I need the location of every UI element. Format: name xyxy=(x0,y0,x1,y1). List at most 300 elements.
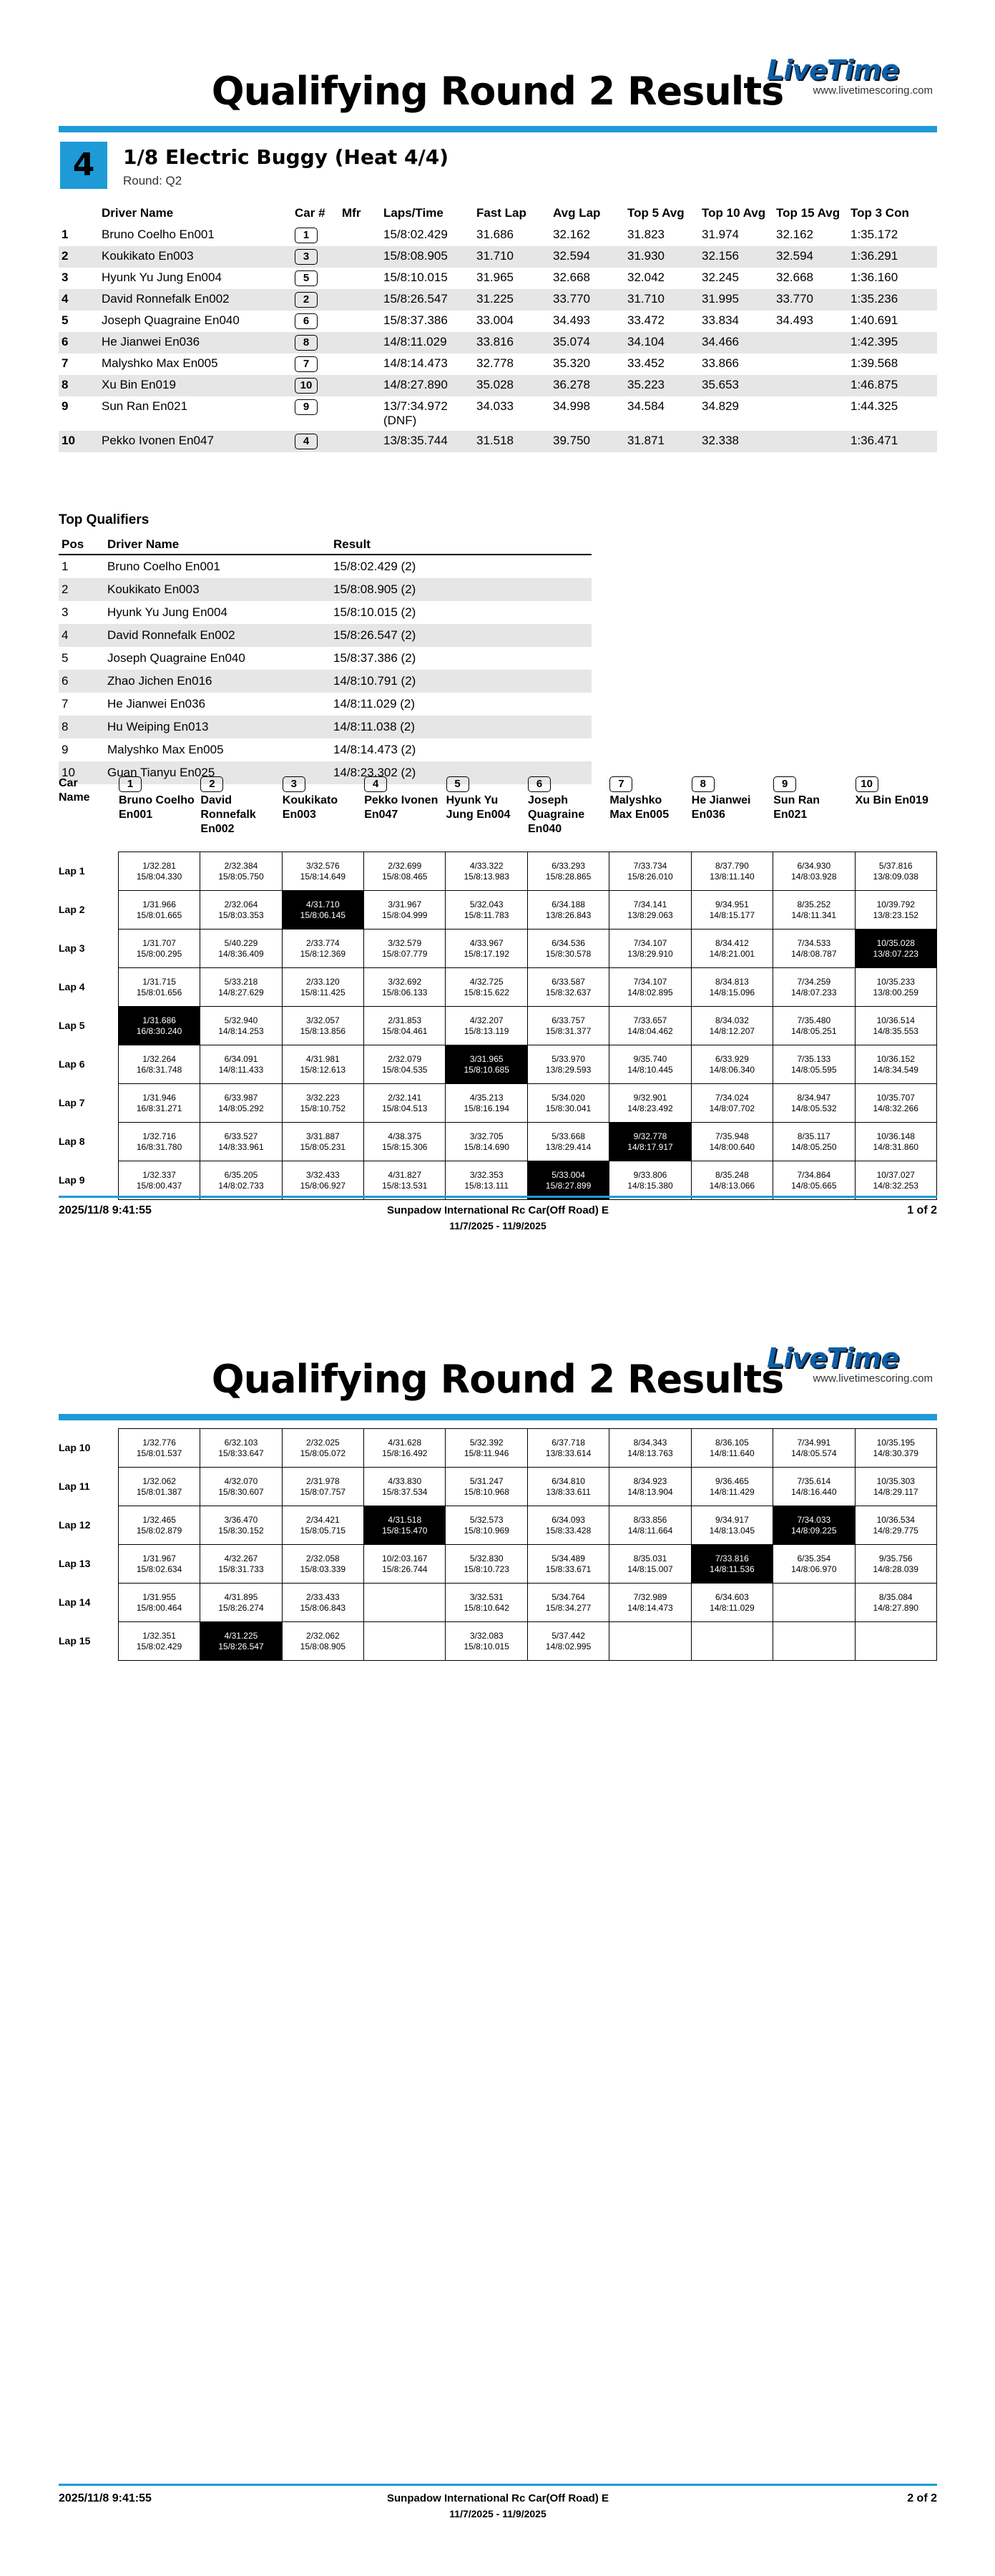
car-number-badge: 10 xyxy=(856,776,878,792)
lap-position-time: 10/2:03.167 xyxy=(382,1553,428,1563)
lap-projected-total: 15/8:03.353 xyxy=(218,909,264,920)
result-pos-cell xyxy=(59,311,102,332)
lap-cell xyxy=(691,1622,773,1661)
result-laps-time-cell xyxy=(383,289,476,311)
car-number-badge: 9 xyxy=(295,399,318,415)
lap-projected-total: 14/8:16.440 xyxy=(791,1486,837,1497)
result-top10: 32.156 xyxy=(702,249,739,263)
lap-position-time: 5/33.668 xyxy=(552,1131,585,1141)
lap-projected-total: 14/8:06.970 xyxy=(791,1563,837,1574)
lap-cell xyxy=(527,1545,609,1584)
result-row xyxy=(59,353,937,375)
result-top5: 31.871 xyxy=(627,434,665,447)
result-top3con-cell xyxy=(851,225,937,246)
result-pos: 1 xyxy=(62,228,69,241)
lap-label: Lap 11 xyxy=(59,1480,90,1492)
lap-position-time: 5/32.830 xyxy=(469,1553,504,1563)
lap-cell xyxy=(282,1084,363,1123)
result-top15: 32.594 xyxy=(776,249,813,263)
lap-projected-total: 15/8:05.231 xyxy=(300,1141,346,1152)
lap-row xyxy=(59,1123,937,1161)
lap-cell xyxy=(282,852,363,891)
lap-projected-total: 15/8:27.899 xyxy=(545,1180,592,1191)
lap-projected-total: 15/8:05.072 xyxy=(300,1448,346,1458)
lap-cell xyxy=(527,1429,609,1468)
lap-projected-total: 15/8:15.306 xyxy=(382,1141,428,1152)
lap-projected-total: 14/8:13.066 xyxy=(709,1180,755,1191)
lap-position-time: 2/32.058 xyxy=(306,1553,340,1563)
tq-row xyxy=(59,647,592,670)
result-driver-cell xyxy=(102,311,295,332)
result-fast-lap: 34.033 xyxy=(476,399,514,413)
car-badge-wrap xyxy=(446,776,524,794)
tq-driver: Hu Weiping En013 xyxy=(104,716,330,738)
tq-pos: 7 xyxy=(62,697,69,711)
lap-projected-total: 15/8:16.194 xyxy=(464,1103,509,1113)
car-driver-name: Xu Bin En019 xyxy=(855,794,928,806)
lap-projected-total: 14/8:09.225 xyxy=(791,1525,837,1536)
lap-position-time: 1/31.946 xyxy=(142,1092,176,1103)
car-column-header xyxy=(446,776,524,822)
lap-projected-total: 15/8:14.649 xyxy=(300,871,346,882)
result-top10-cell xyxy=(702,353,776,375)
car-number-badge: 2 xyxy=(200,776,223,792)
lap-projected-total: 15/8:04.535 xyxy=(382,1064,428,1075)
lap-projected-total: 14/8:11.429 xyxy=(710,1486,755,1497)
tq-driver: He Jianwei En036 xyxy=(107,697,206,711)
car-number-badge: 5 xyxy=(295,270,318,286)
lap-projected-total: 14/8:31.860 xyxy=(873,1141,918,1152)
lap-position-time: 2/32.699 xyxy=(388,860,422,871)
lap-position-time: 9/35.756 xyxy=(878,1553,913,1563)
lap-cell xyxy=(200,1123,282,1161)
lap-projected-total: 15/8:37.534 xyxy=(382,1486,428,1497)
lap-projected-total: 15/8:06.145 xyxy=(300,909,346,920)
lap-projected-total: 15/8:06.927 xyxy=(300,1180,346,1191)
car-column-header xyxy=(609,776,687,822)
lap-position-time: 7/34.033 xyxy=(797,1514,831,1525)
lap-position-time: 8/34.947 xyxy=(797,1092,831,1103)
lap-position-time: 2/31.853 xyxy=(388,1015,422,1025)
results-table xyxy=(59,203,937,452)
result-mfr-cell xyxy=(342,431,383,452)
lap-projected-total: 15/8:33.671 xyxy=(545,1563,592,1574)
lap-cell xyxy=(527,930,609,968)
result-pos: 4 xyxy=(62,292,69,306)
lap-cell xyxy=(773,930,855,968)
car-driver-name: Malyshko Max En005 xyxy=(609,794,670,821)
lap-position-time: 4/31.827 xyxy=(388,1169,422,1180)
result-pos: 9 xyxy=(62,399,69,413)
lap-projected-total: 14/8:05.292 xyxy=(218,1103,264,1113)
result-top10-cell xyxy=(702,375,776,396)
col-mfr: Mfr xyxy=(342,206,361,220)
result-avg-lap: 35.074 xyxy=(553,335,590,348)
car-column-header xyxy=(119,776,196,822)
lap-position-time: 10/36.514 xyxy=(876,1015,915,1025)
car-badge-wrap xyxy=(364,776,441,794)
lap-projected-total: 14/8:15.177 xyxy=(709,909,755,920)
result-driver-cell xyxy=(102,396,295,431)
tq-driver: Malyshko Max En005 xyxy=(107,743,224,756)
lap-position-time: 6/34.536 xyxy=(552,937,585,948)
car-number-badge: 7 xyxy=(295,356,318,372)
lap-position-time: 10/35.707 xyxy=(876,1092,915,1103)
result-driver-cell xyxy=(102,431,295,452)
lap-projected-total: 15/8:06.133 xyxy=(382,987,428,997)
result-driver: He Jianwei En036 xyxy=(102,335,200,348)
result-laps-time-cell xyxy=(383,431,476,452)
lap-label: Lap 9 xyxy=(59,1174,85,1186)
lap-projected-total: 14/8:07.702 xyxy=(709,1103,755,1113)
lap-projected-total: 15/8:10.015 xyxy=(464,1641,509,1652)
lap-cell xyxy=(691,1506,773,1545)
heat-number-badge: 4 xyxy=(60,142,107,189)
result-row xyxy=(59,268,937,289)
result-fast-lap-cell xyxy=(476,311,553,332)
lap-cell xyxy=(855,1161,936,1200)
lap-projected-total: 15/8:02.634 xyxy=(136,1563,182,1574)
car-driver-name: Pekko Ivonen En047 xyxy=(364,794,438,821)
result-laps-time: 13/7:34.972 (DNF) xyxy=(383,399,448,427)
result-driver: Bruno Coelho En001 xyxy=(102,228,215,241)
lap-position-time: 4/33.967 xyxy=(469,937,504,948)
result-pos: 10 xyxy=(62,434,75,447)
lap-projected-total: 14/8:29.775 xyxy=(873,1525,918,1536)
lap-cell xyxy=(609,1584,691,1622)
lap-projected-total: 14/8:15.096 xyxy=(709,987,755,997)
result-avg-lap-cell xyxy=(553,431,627,452)
lap-position-time: 5/34.764 xyxy=(552,1591,585,1602)
lap-position-time: 7/35.614 xyxy=(797,1475,831,1486)
tq-result: 15/8:08.905 (2) xyxy=(330,578,592,601)
result-avg-lap-cell xyxy=(553,332,627,353)
lap-projected-total: 13/8:07.223 xyxy=(873,948,918,959)
car-number-badge: 4 xyxy=(295,434,318,449)
page-title: Qualifying Round 2 Results xyxy=(211,1357,784,1402)
car-badge-wrap xyxy=(692,776,769,794)
lap-cell xyxy=(200,1584,282,1622)
result-top3con-cell xyxy=(851,246,937,268)
car-driver-name: David Ronnefalk En002 xyxy=(200,794,256,835)
lap-position-time: 3/32.083 xyxy=(469,1630,504,1641)
lap-position-time: 4/31.628 xyxy=(388,1437,422,1448)
lap-cell xyxy=(200,852,282,891)
lap-position-time: 5/34.020 xyxy=(552,1092,585,1103)
result-avg-lap: 33.770 xyxy=(553,292,590,306)
lap-position-time: 7/32.989 xyxy=(633,1591,667,1602)
lap-cell xyxy=(527,1045,609,1084)
car-driver-name: Bruno Coelho En001 xyxy=(119,794,195,821)
lap-position-time: 1/32.776 xyxy=(142,1437,176,1448)
lap-position-time: 9/32.901 xyxy=(633,1092,667,1103)
lap-position-time: 10/36.148 xyxy=(876,1131,915,1141)
lap-row xyxy=(59,1506,937,1545)
lap-projected-total: 15/8:01.665 xyxy=(136,909,182,920)
tq-result: 14/8:10.791 (2) xyxy=(330,670,592,693)
lap-cell xyxy=(118,891,200,930)
col-laps-time: Laps/Time xyxy=(383,206,443,220)
lap-position-time: 4/32.267 xyxy=(224,1553,258,1563)
lap-projected-total: 14/8:04.462 xyxy=(627,1025,673,1036)
lap-cell xyxy=(200,930,282,968)
lap-projected-total: 14/8:13.763 xyxy=(627,1448,673,1458)
lap-cell xyxy=(446,1007,527,1045)
lap-chart-car-header xyxy=(59,776,937,852)
result-avg-lap-cell xyxy=(553,225,627,246)
result-row xyxy=(59,246,937,268)
lap-cell xyxy=(282,1506,363,1545)
result-top15-cell xyxy=(776,396,851,431)
lap-position-time: 7/34.864 xyxy=(797,1169,831,1180)
lap-position-time: 3/32.531 xyxy=(469,1591,504,1602)
lap-label: Lap 1 xyxy=(59,865,85,877)
result-driver-cell xyxy=(102,225,295,246)
lap-cell xyxy=(282,1545,363,1584)
lap-cell xyxy=(118,1123,200,1161)
lap-projected-total: 13/8:29.063 xyxy=(627,909,673,920)
lap-projected-total: 13/8:33.611 xyxy=(546,1486,591,1497)
lap-cell xyxy=(118,1506,200,1545)
lap-position-time: 3/32.433 xyxy=(306,1169,340,1180)
tq-col-result: Result xyxy=(330,535,592,555)
car-number-badge: 2 xyxy=(295,292,318,308)
logo-text: LiveTime xyxy=(767,1342,899,1374)
lap-label: Lap 14 xyxy=(59,1596,91,1608)
lap-projected-total: 15/8:04.999 xyxy=(382,909,428,920)
result-top3con-cell xyxy=(851,289,937,311)
lap-position-time: 4/33.830 xyxy=(388,1475,422,1486)
lap-position-time: 5/33.218 xyxy=(224,976,258,987)
lap-projected-total: 14/8:30.379 xyxy=(873,1448,918,1458)
lap-cell xyxy=(446,1506,527,1545)
lap-cell xyxy=(200,1161,282,1200)
result-fast-lap-cell xyxy=(476,246,553,268)
result-laps-time: 14/8:11.029 xyxy=(383,335,447,348)
lap-position-time: 6/35.205 xyxy=(224,1169,258,1180)
result-pos-cell xyxy=(59,268,102,289)
car-name-labels xyxy=(59,776,90,805)
result-pos-cell xyxy=(59,246,102,268)
lap-position-time: 2/32.141 xyxy=(388,1092,422,1103)
lap-projected-total: 14/8:12.207 xyxy=(709,1025,755,1036)
result-top3con-cell xyxy=(851,268,937,289)
result-avg-lap-cell xyxy=(553,353,627,375)
lap-cell xyxy=(282,1045,363,1084)
car-badge-wrap xyxy=(283,776,360,794)
result-row xyxy=(59,431,937,452)
lap-cell xyxy=(446,1045,527,1084)
lap-position-time: 6/33.987 xyxy=(224,1092,258,1103)
car-badge-wrap xyxy=(528,776,605,794)
name-label: Name xyxy=(59,791,90,804)
footer-divider xyxy=(59,1196,937,1198)
lap-cell xyxy=(527,891,609,930)
tq-row xyxy=(59,716,592,738)
lap-cell xyxy=(773,1045,855,1084)
car-number-badge: 6 xyxy=(528,776,551,792)
result-pos: 3 xyxy=(62,270,69,284)
lap-position-time: 7/35.133 xyxy=(797,1053,831,1064)
result-top5-cell xyxy=(627,353,702,375)
result-laps-time: 14/8:14.473 xyxy=(383,356,448,370)
result-fast-lap: 31.686 xyxy=(476,228,514,241)
car-number-badge: 6 xyxy=(295,313,318,329)
result-top10: 33.866 xyxy=(702,356,739,370)
car-number-badge: 10 xyxy=(295,378,318,394)
lap-cell xyxy=(364,1429,446,1468)
result-fast-lap-cell xyxy=(476,268,553,289)
lap-position-time: 3/32.353 xyxy=(469,1169,504,1180)
lap-cell xyxy=(609,1545,691,1584)
lap-position-time: 6/33.757 xyxy=(552,1015,585,1025)
lap-cell xyxy=(527,1084,609,1123)
lap-projected-total: 14/8:13.904 xyxy=(627,1486,673,1497)
lap-position-time: 5/32.043 xyxy=(469,899,504,909)
lap-cell xyxy=(364,1123,446,1161)
result-car-cell xyxy=(295,396,342,431)
car-driver-name: Hyunk Yu Jung En004 xyxy=(446,794,511,821)
lap-cell xyxy=(691,968,773,1007)
lap-projected-total: 14/8:02.995 xyxy=(545,1641,592,1652)
lap-position-time: 8/35.248 xyxy=(715,1169,749,1180)
lap-row xyxy=(59,891,937,930)
result-mfr-cell xyxy=(342,311,383,332)
col-top15: Top 15 Avg xyxy=(776,206,840,220)
result-top10-cell xyxy=(702,225,776,246)
lap-position-time: 1/32.264 xyxy=(142,1053,176,1064)
result-laps-time-cell xyxy=(383,311,476,332)
lap-projected-total: 16/8:31.271 xyxy=(136,1103,182,1113)
lap-position-time: 3/32.692 xyxy=(388,976,422,987)
lap-projected-total: 14/8:06.340 xyxy=(709,1064,755,1075)
lap-cell xyxy=(282,891,363,930)
result-fast-lap: 31.518 xyxy=(476,434,514,447)
lap-position-time: 6/32.103 xyxy=(224,1437,258,1448)
result-laps-time: 15/8:26.547 xyxy=(383,292,448,306)
lap-cell xyxy=(364,968,446,1007)
result-fast-lap-cell xyxy=(476,375,553,396)
lap-cell xyxy=(691,852,773,891)
lap-position-time: 4/32.207 xyxy=(469,1015,504,1025)
lap-projected-total: 14/8:33.961 xyxy=(218,1141,264,1152)
result-mfr-cell xyxy=(342,353,383,375)
lap-position-time: 2/31.978 xyxy=(306,1475,340,1486)
result-top5: 31.823 xyxy=(627,228,665,241)
lap-cell xyxy=(200,1468,282,1506)
col-car: Car # xyxy=(295,206,325,220)
result-mfr-cell xyxy=(342,375,383,396)
lap-cell xyxy=(855,1506,936,1545)
lap-position-time: 4/38.375 xyxy=(388,1131,422,1141)
lap-label: Lap 15 xyxy=(59,1635,91,1646)
lap-label: Lap 7 xyxy=(59,1097,85,1108)
lap-position-time: 1/32.062 xyxy=(142,1475,176,1486)
lap-cell xyxy=(118,1545,200,1584)
lap-projected-total: 15/8:13.111 xyxy=(464,1180,509,1191)
result-laps-time-cell xyxy=(383,268,476,289)
lap-cell xyxy=(855,1007,936,1045)
lap-cell xyxy=(609,1161,691,1200)
lap-position-time: 1/32.465 xyxy=(142,1514,176,1525)
lap-cell xyxy=(282,1584,363,1622)
result-laps-time-cell xyxy=(383,225,476,246)
lap-projected-total: 14/8:05.250 xyxy=(791,1141,837,1152)
lap-cell xyxy=(446,1084,527,1123)
car-driver-name: Sun Ran En021 xyxy=(773,794,820,821)
lap-projected-total: 14/8:14.473 xyxy=(627,1602,673,1613)
col-top3con: Top 3 Con xyxy=(851,206,909,220)
result-top15: 34.493 xyxy=(776,313,813,327)
result-mfr-cell xyxy=(342,246,383,268)
col-top5: Top 5 Avg xyxy=(627,206,685,220)
car-driver-name: Joseph Quagraine En040 xyxy=(528,794,585,835)
lap-cell xyxy=(200,968,282,1007)
lap-position-time: 8/35.117 xyxy=(797,1131,830,1141)
result-avg-lap: 34.493 xyxy=(553,313,590,327)
lap-position-time: 5/34.489 xyxy=(552,1553,585,1563)
lap-projected-total: 14/8:36.409 xyxy=(218,948,264,959)
lap-cell xyxy=(609,968,691,1007)
tq-row xyxy=(59,601,592,624)
lap-projected-total: 15/8:34.277 xyxy=(545,1602,592,1613)
lap-cell xyxy=(773,1584,855,1622)
lap-position-time: 5/31.247 xyxy=(469,1475,504,1486)
lap-projected-total: 14/8:27.890 xyxy=(873,1602,918,1613)
lap-row xyxy=(59,1622,937,1661)
heat-title: 1/8 Electric Buggy (Heat 4/4) xyxy=(123,145,449,169)
lap-label: Lap 12 xyxy=(59,1519,91,1531)
lap-projected-total: 15/8:30.152 xyxy=(218,1525,264,1536)
result-fast-lap: 32.778 xyxy=(476,356,514,370)
result-top5-cell xyxy=(627,311,702,332)
lap-cell xyxy=(446,930,527,968)
lap-projected-total: 15/8:30.578 xyxy=(545,948,592,959)
lap-cell xyxy=(773,1161,855,1200)
car-badge-wrap xyxy=(119,776,196,794)
lap-position-time: 2/34.421 xyxy=(306,1514,340,1525)
lap-position-time: 8/36.105 xyxy=(715,1437,749,1448)
lap-projected-total: 15/8:31.733 xyxy=(218,1563,264,1574)
lap-cell xyxy=(282,1007,363,1045)
lap-cell xyxy=(855,1622,936,1661)
result-top3con-cell xyxy=(851,332,937,353)
lap-cell xyxy=(609,891,691,930)
lap-cell xyxy=(200,1545,282,1584)
lap-row xyxy=(59,930,937,968)
result-avg-lap-cell xyxy=(553,375,627,396)
lap-position-time: 6/34.603 xyxy=(715,1591,749,1602)
result-laps-time-cell xyxy=(383,246,476,268)
logo-text: LiveTime xyxy=(767,54,899,86)
lap-projected-total: 14/8:32.266 xyxy=(873,1103,918,1113)
lap-cell xyxy=(446,1161,527,1200)
lap-projected-total: 14/8:32.253 xyxy=(873,1180,918,1191)
result-avg-lap: 32.668 xyxy=(553,270,590,284)
lap-projected-total: 15/8:04.513 xyxy=(382,1103,428,1113)
lap-cell xyxy=(364,1584,446,1622)
lap-projected-total: 14/8:00.640 xyxy=(709,1141,755,1152)
lap-cell xyxy=(773,1429,855,1468)
result-top10-cell xyxy=(702,396,776,431)
lap-cell xyxy=(527,1468,609,1506)
tq-pos: 5 xyxy=(62,651,69,665)
lap-cell xyxy=(364,1045,446,1084)
lap-cell xyxy=(773,891,855,930)
car-number-badge: 7 xyxy=(609,776,632,792)
lap-position-time: 6/33.527 xyxy=(224,1131,258,1141)
lap-projected-total: 13/8:23.152 xyxy=(873,909,918,920)
